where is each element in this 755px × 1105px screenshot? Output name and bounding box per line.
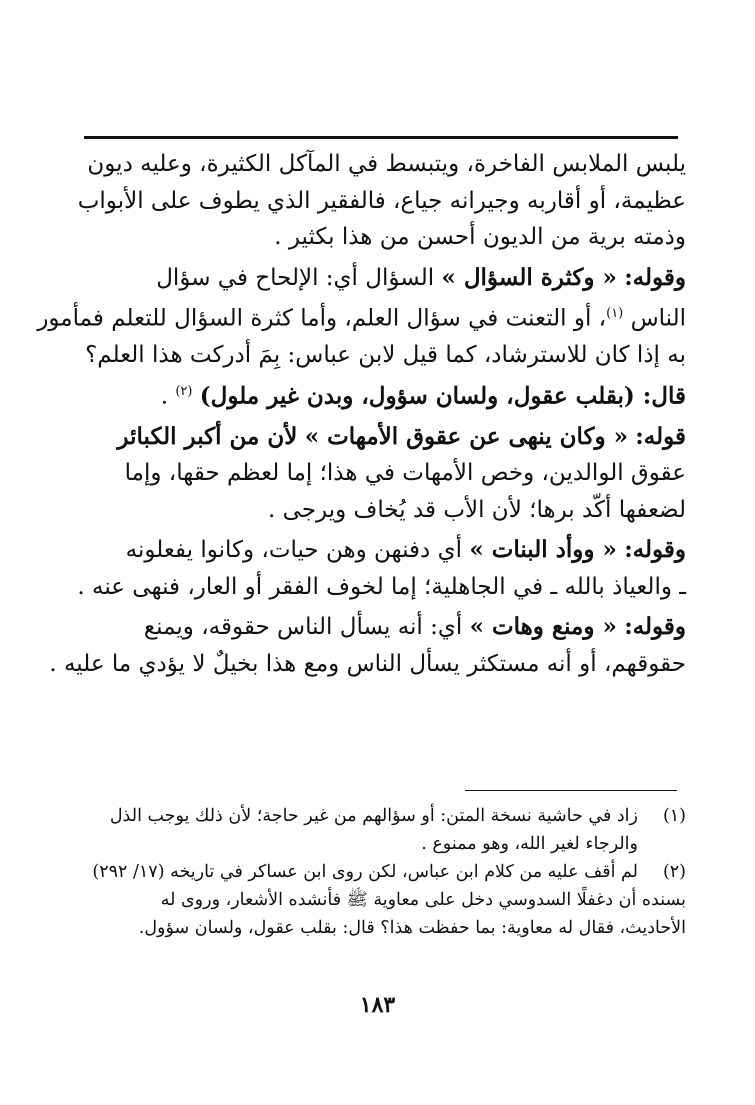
- main-text: [37, 146, 686, 682]
- footnote-1-cont: والرجاء لغير الله، وهو ممنوع .: [421, 834, 638, 854]
- text-line: عظيمة، أو أقاربه وجيرانه جياع، فالفقير الذي يطوف على الأبواب: [77, 187, 686, 214]
- footnote-2-cont: الأحاديث، فقال له معاوية: بما حفظت هذا؟ قال: بقلب عقول، ولسان سؤول.: [138, 918, 686, 938]
- footnote-number: (١): [662, 806, 686, 826]
- header-rule: [84, 136, 678, 139]
- paragraph-hat-line-2: حقوقهم، أو أنه مستكثر يسأل الناس ومع هذا بخيلٌ لا يؤدي ما عليه .: [49, 650, 686, 677]
- paragraph-sual-line-1: وقوله: « وكثرة السؤال » السؤال أي: الإلحاح في سؤال: [156, 263, 686, 291]
- paragraph-wad-line-1: وقوله: « ووأد البنات » أي دفنهن وهن حيات، وكانوا يفعلونه: [125, 536, 686, 564]
- footnote-2: (٢)لم أقف عليه من كلام ابن عباس، لكن روى ابن عساكر في تاريخه (١٧/ ٢٩٢): [74, 858, 686, 886]
- page-number: ١٨٣: [359, 992, 396, 1018]
- text-line: يلبس الملابس الفاخرة، ويتبسط في المآكل الكثيرة، وعليه ديون: [87, 151, 686, 177]
- footnote-2-cont: بسنده أن دغفلًا السدوسي دخل على معاوية ﷺ فأنشده الأشعار، وروى له: [160, 890, 686, 910]
- footnote-1: (١)زاد في حاشية نسخة المتن: أو سؤالهم من غير حاجة؛ لأن ذلك يوجب الذل: [74, 802, 686, 830]
- paragraph-uquq-line-1: قوله: « وكان ينهى عن عقوق الأمهات » لأن من أكبر الكبائر: [117, 422, 686, 450]
- paragraph-sual-line-3: به إذا كان للاسترشاد، كما قيل لابن عباس: بِمَ أدركت هذا العلم؟: [85, 342, 686, 369]
- paragraph-wad-line-2: ـ والعياذ بالله ـ في الجاهلية؛ إما لخوف الفقر أو العار، فنهى عنه .: [77, 573, 686, 600]
- footnote-rule: [465, 790, 677, 791]
- paragraph-sual-line-2: الناس $^{(١)}$، أو التعنت في سؤال العلم، وأما كثرة السؤال للتعلم فمأمور: [37, 305, 686, 332]
- paragraph-uquq-line-2: عقوق الوالدين، وخص الأمهات في هذا؛ إما لعظم حقها، وإما: [124, 460, 686, 487]
- footnote-ref-1: (١): [606, 306, 624, 321]
- footnotes: [74, 802, 686, 942]
- text-line: وذمته برية من الديون أحسن من هذا بكثير .: [274, 224, 686, 250]
- paragraph-uquq-line-3: لضعفها أكّد برها؛ لأن الأب قد يُخاف ويرجى .: [268, 496, 686, 523]
- paragraph-sual-line-4: قال: (بقلب عقول، ولسان سؤول، وبدن غير ملول) $^{(٢)}$ .: [160, 382, 686, 410]
- footnote-number: (٢): [662, 862, 686, 882]
- paragraph-hat-line-1: وقوله: « ومنع وهات » أي: أنه يسأل الناس حقوقه، ويمنع: [143, 613, 686, 641]
- footnote-ref-2: (٢): [175, 383, 193, 399]
